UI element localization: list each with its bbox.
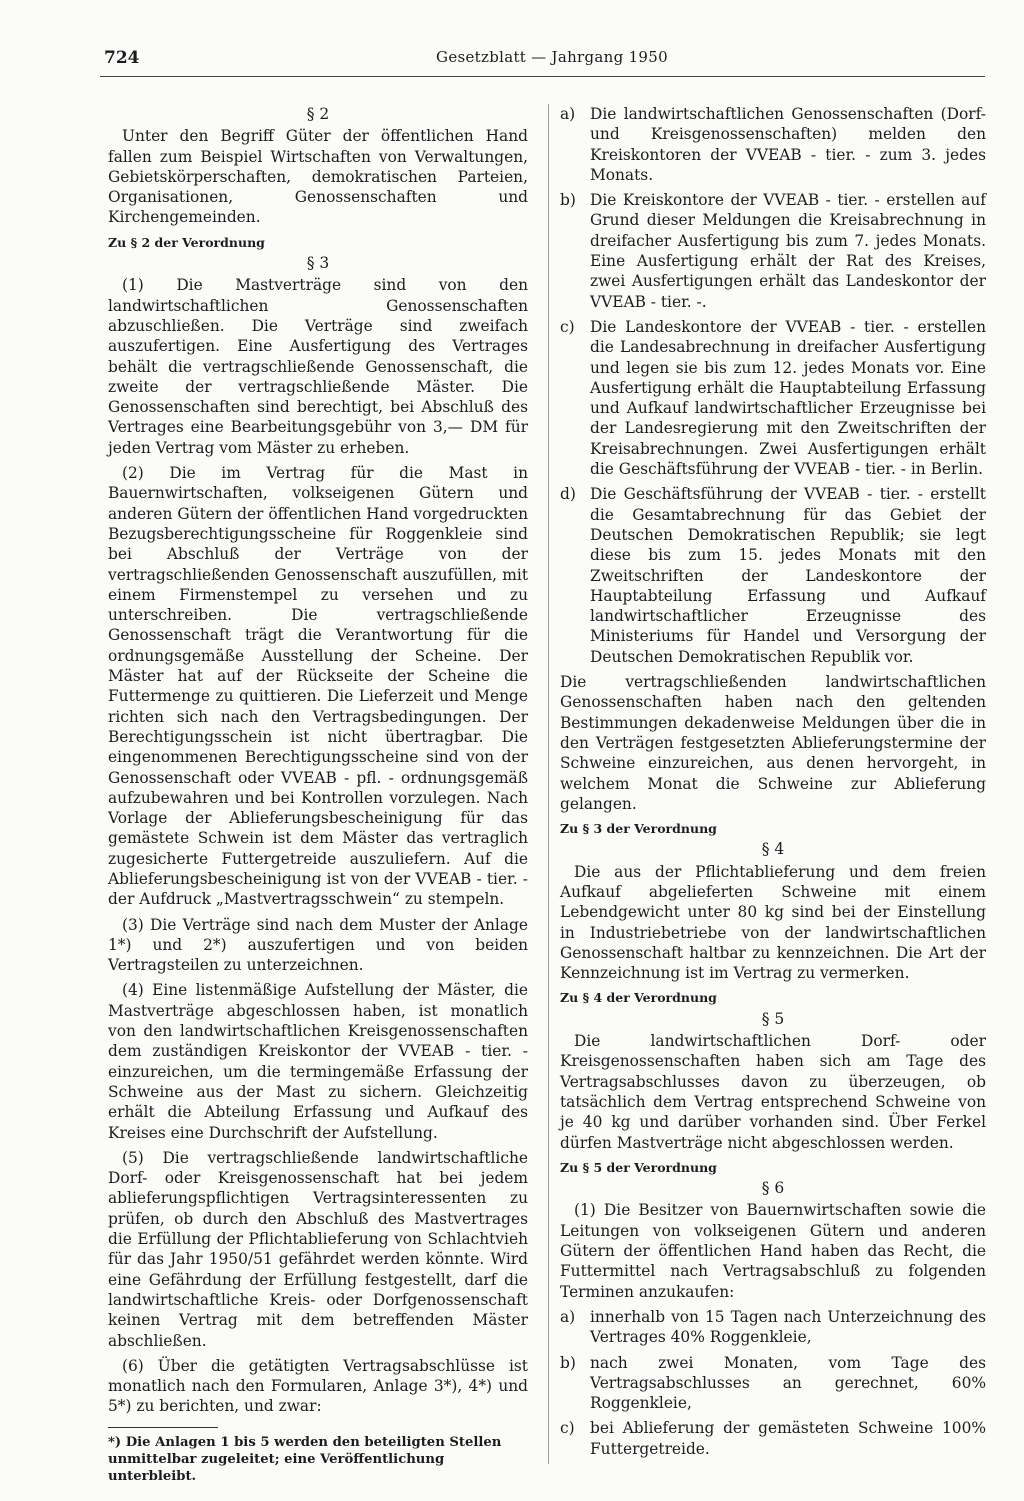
section-4-text: Die aus der Pflichtablieferung und dem freien Aufkauf abgelieferten Schweine mit einem Lebendgewicht unter 80 kg sind bei der Einstellung in Industriebetriebe von der landwirtschaftlichen Genossenschaft haltbar zu kennzeichnen. Die Art der Kennzeichnung ist im Vertrag zu vermerken. xyxy=(560,862,986,983)
list-label: b) xyxy=(560,1353,576,1372)
list-item xyxy=(560,484,986,667)
footnote: *) Die Anlagen 1 bis 5 werden den beteiligten Stellen unmittelbar zugeleitet; eine Veröffentlichung unterbleibt. xyxy=(108,1434,502,1484)
list-text: nach zwei Monaten, vom Tage des Vertragsabschlusses an gerechnet, 60% Roggenkleie, xyxy=(590,1353,986,1413)
section-3-closing: Die vertragschließenden landwirtschaftlichen Genossenschaften haben nach den geltenden Bestimmungen dekadenweise Meldungen über die in den Verträgen festgesetzten Ablieferungstermine der Schweine einzureichen, aus denen hervorgeht, in welchem Monat die Schweine zur Ablieferung gelangen. xyxy=(560,673,986,813)
section-5-text: Die landwirtschaftlichen Dorf- oder Kreisgenossenschaften haben sich am Tage des Vertragsabschlusses davon zu überzeugen, ob tatsächlich dem Vertrag entsprechend Schweine von je 40 kg und darüber vorhanden sind. Über Ferkel dürfen Mastverträge nicht abgeschlossen werden. xyxy=(560,1032,986,1152)
list-text: Die Landeskontore der VVEAB - tier. - erstellen die Landesabrechnung in dreifacher Ausfertigung und legen sie bis zum 12. jedes Monats vor. Eine Ausfertigung erhält die Hauptabteilung Erfassung und Aufkauf landwirtschaftlicher Erzeugnisse bei der Landesregierung mit den Zweitschriften der Kreisabrechnungen. Zwei Ausfertigungen erhält die Geschäftsführung der VVEAB - tier. - in Berlin. xyxy=(590,317,986,479)
section-3-para-3: (3) Die Verträge sind nach dem Muster der Anlage 1*) und 2*) auszufertigen und von beiden Vertragsteilen zu unterzeichnen. xyxy=(108,915,528,975)
section-3-para-1: (1) Die Mastverträge sind von den landwirtschaftlichen Genossenschaften abzuschließen. Die Verträge sind zweifach auszufertigen. Eine Ausfertigung des Vertrages behält die vertragschließende Genossenschaft, die zweite der vertragschließende Mäster. Die Genossenschaften sind berechtigt, bei Abschluß des Vertrages eine Bearbeitungsgebühr von 3,— DM für jeden Vertrag vom Mäster zu erheben. xyxy=(108,276,528,457)
list-item xyxy=(560,317,986,479)
list-text: innerhalb von 15 Tagen nach Unterzeichnung des Vertrages 40% Roggenkleie, xyxy=(590,1307,986,1347)
section-3-para-2: (2) Die im Vertrag für die Mast in Bauernwirtschaften, volkseigenen Gütern und anderen Gütern der öffentlichen Hand vorgedruckten Bezugsberechtigungsscheine für Roggenkleie sind bei Abschluß der Verträge von der vertragschließenden Genossenschaft auszufüllen, mit einem Firmenstempel zu versehen und zu unterschreiben. Die vertragschließende Genossenschaft trägt die Verantwortung für die ordnungsgemäße Ausstellung der Scheine. Der Mäster hat auf der Rückseite der Scheine die Futtermenge zu quittieren. Die Lieferzeit und Menge richten sich nach den Vertragsbedingungen. Der Berechtigungsschein ist nicht übertragbar. Die eingenommenen Berechtigungsscheine sind von der Genossenschaft oder VVEAB - pfl. - ordnungsgemäß aufzubewahren und bei Kontrollen vorzulegen. Nach Vorlage der Ablieferungsbescheinigung für das gemästete Schwein ist dem Mäster das vertraglich zugesicherte Futtergetreide auszuliefern. Auf die Ablieferungsbescheinigung ist von der VVEAB - tier. - der Aufdruck „Mastvertragsschwein“ zu stempeln. xyxy=(108,464,528,909)
section-2-title: § 2 xyxy=(306,105,330,123)
section-3-para-6: (6) Über die getätigten Vertragsabschlüsse ist monatlich nach den Formularen, Anlage 3*), 4*) und 5*) zu berichten, und zwar: xyxy=(108,1356,528,1416)
list-label: d) xyxy=(560,485,576,504)
list-text: Die Kreiskontore der VVEAB - tier. - erstellen auf Grund dieser Meldungen die Kreisabrechnung in dreifacher Ausfertigung bis zum 7. jedes Monats. Eine Ausfertigung erhält der Rat des Kreises, zwei Ausfertigungen erhält das Landeskontor der VVEAB - tier. -. xyxy=(590,191,986,311)
reference-section-5: Zu § 5 der Verordnung xyxy=(560,1159,717,1175)
list-label: a) xyxy=(560,105,576,123)
section-3-para-5: (5) Die vertragschließende landwirtschaftliche Dorf- oder Kreisgenossenschaft hat bei jedem ablieferungspflichtigen Vertragsinteressenten zu prüfen, ob durch den Abschluß des Mastvertrages die Erfüllung der Pflichtablieferung von Schlachtvieh für das Jahr 1950/51 gefährdet werden könnte. Wird eine Gefährdung der Erfüllung festgestellt, darf die landwirtschaftliche Kreis- oder Dorfgenossenschaft keinen Vertrag mit dem betreffenden Mäster abschließen. xyxy=(108,1148,528,1350)
running-title: Gesetzblatt — Jahrgang 1950 xyxy=(436,48,668,66)
section-6-title: § 6 xyxy=(761,1179,785,1198)
left-column xyxy=(108,104,528,1490)
list-text: bei Ablieferung der gemästeten Schweine 100% Futtergetreide. xyxy=(590,1419,986,1458)
section-3-para-4: (4) Eine listenmäßige Aufstellung der Mäster, die Mastverträge abgeschlossen haben, ist monatlich von den landwirtschaftlichen Kreisgenossenschaften dem zuständigen Kreiskontor der VVEAB - tier. - einzureichen, um die termingemäße Erfassung der Schweine aus der Mast zu sichern. Gleichzeitig erhält die Abteilung Erfassung und Aufkauf des Kreises eine Durchschrift der Aufstellung. xyxy=(108,981,528,1142)
list-item xyxy=(560,1418,986,1459)
list-item xyxy=(560,190,986,312)
section-6-text: (1) Die Besitzer von Bauernwirtschaften sowie die Leitungen von volkseigenen Gütern und anderen Gütern der öffentlichen Hand haben das Recht, die Futtermittel nach Vertragsabschluß zu folgenden Terminen anzukaufen: xyxy=(560,1201,986,1301)
section-2-text: Unter den Begriff Güter der öffentlichen Hand fallen zum Beispiel Wirtschaften von Verwaltungen, Gebietskörperschaften, demokratischen Parteien, Organisationen, Genossenschaften und Kirchengemeinden. xyxy=(108,127,528,227)
list-item xyxy=(560,1353,986,1414)
list-label: a) xyxy=(560,1307,576,1326)
column-divider xyxy=(548,104,549,1464)
reference-section-3: Zu § 3 der Verordnung xyxy=(560,821,717,837)
section-4-title: § 4 xyxy=(761,840,785,859)
list-label: c) xyxy=(560,317,575,336)
list-label: c) xyxy=(560,1419,575,1438)
list-text: Die Geschäftsführung der VVEAB - tier. - erstellt die Gesamtabrechnung für das Gebiet der Deutschen Demokratischen Republik; sie legt diese bis zum 15. jedes Monats mit den Zweitschriften der Landeskontore der Hauptabteilung Erfassung und Aufkauf landwirtschaftlicher Erzeugnisse des Ministeriums für Handel und Versorgung der Deutschen Demokratischen Republik vor. xyxy=(590,485,986,666)
footnote-rule xyxy=(108,1427,218,1428)
list-text: Die landwirtschaftlichen Genossenschaften (Dorf- und Kreisgenossenschaften) melden den Kreiskontoren der VVEAB - tier. - zum 3. jedes Monats. xyxy=(590,105,986,184)
reference-section-2: Zu § 2 der Verordnung xyxy=(108,234,265,250)
header-rule xyxy=(100,76,985,77)
section-5-title: § 5 xyxy=(761,1009,785,1028)
list-item xyxy=(560,1307,986,1348)
reference-section-4: Zu § 4 der Verordnung xyxy=(560,990,717,1006)
list-label: b) xyxy=(560,191,576,210)
page-number: 724 xyxy=(104,48,140,68)
section-3-title: § 3 xyxy=(306,254,330,273)
list-item xyxy=(560,104,986,185)
page-header xyxy=(0,48,1024,78)
right-column xyxy=(560,104,986,1464)
